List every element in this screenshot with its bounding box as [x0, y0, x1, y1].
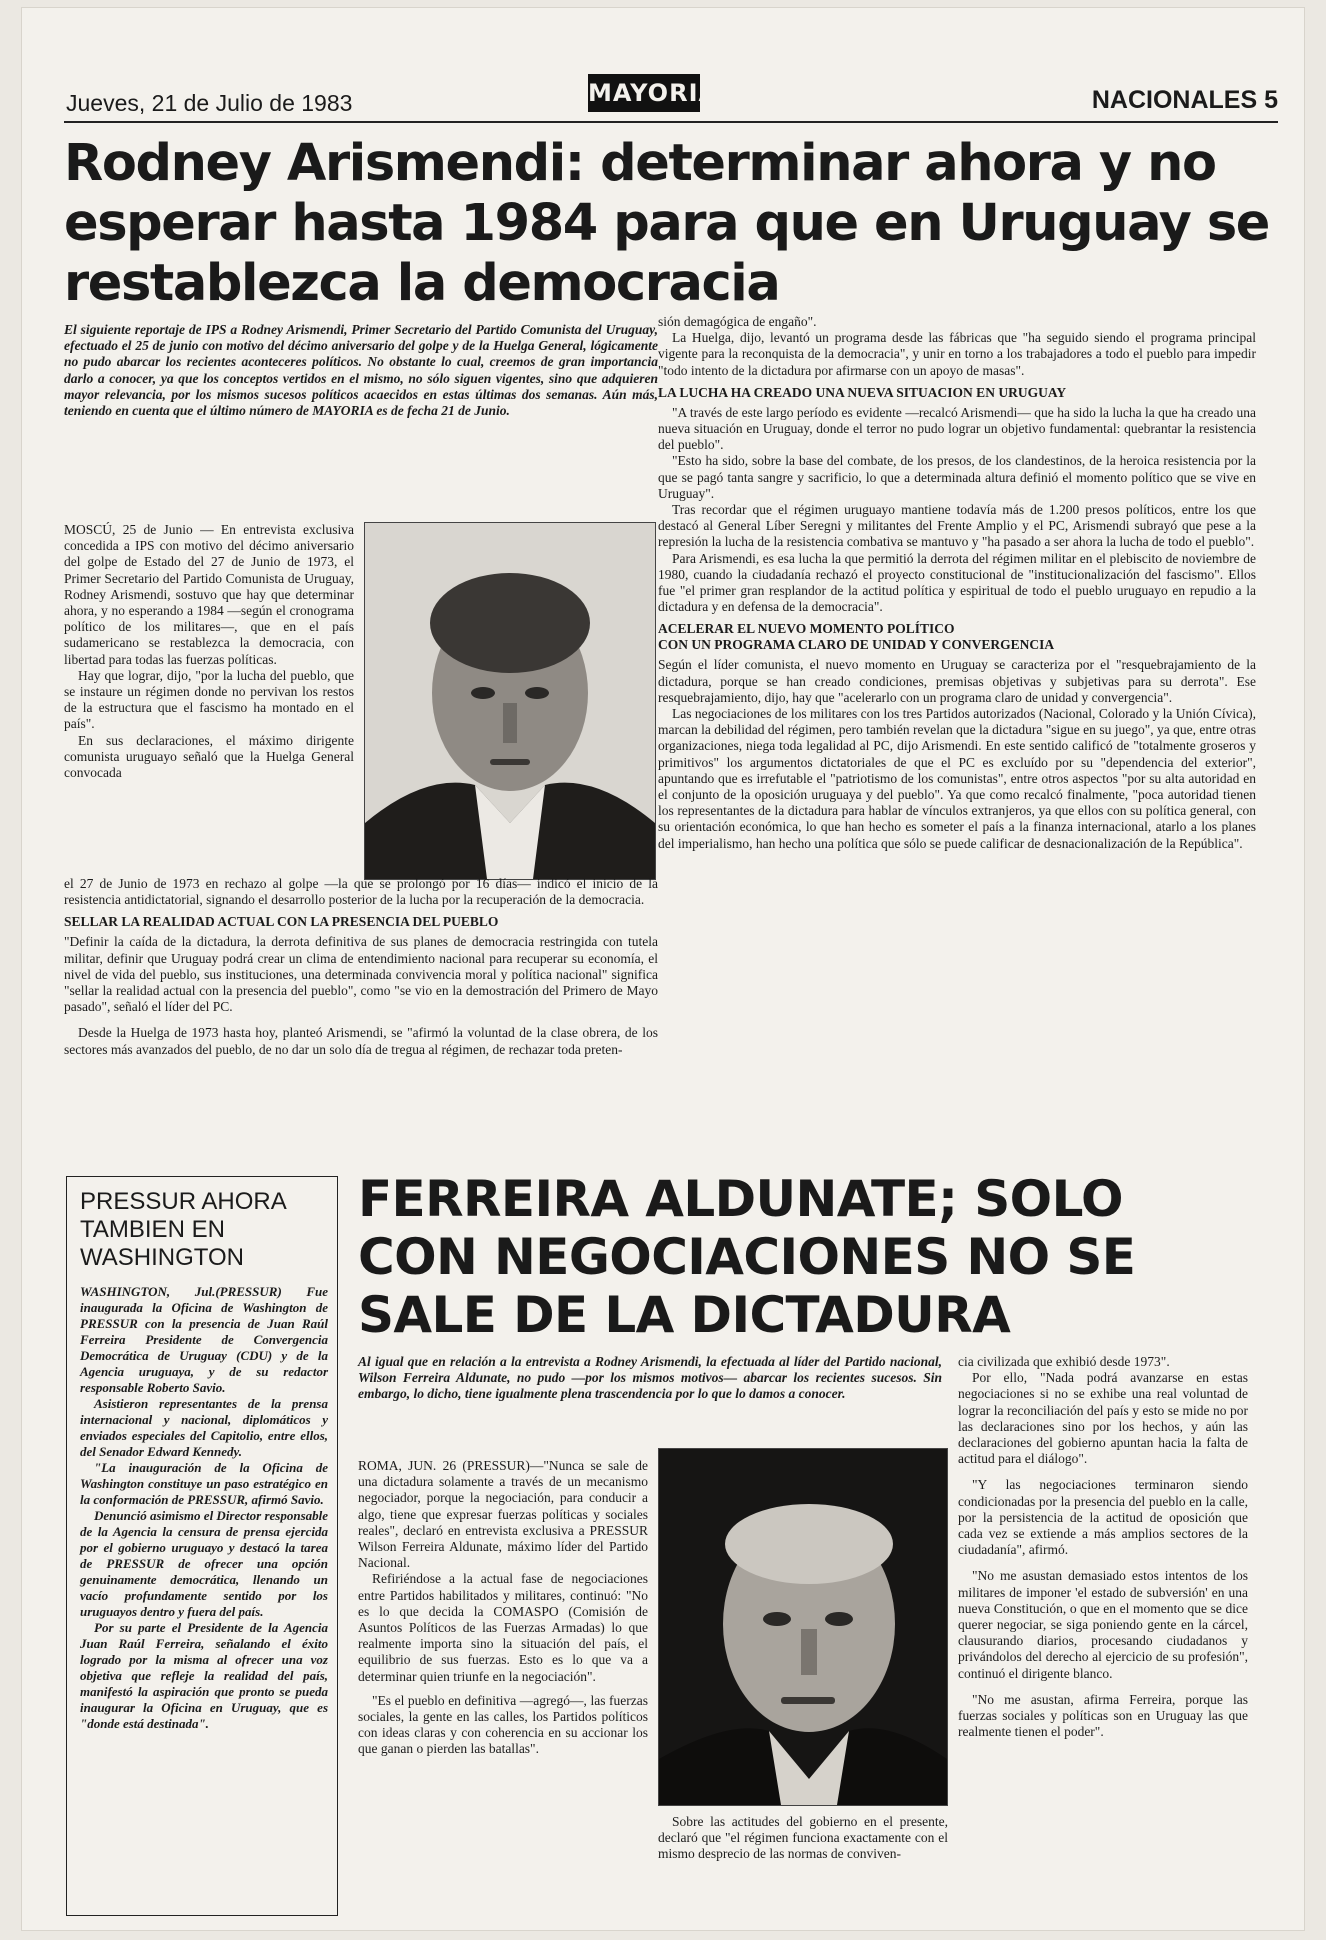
- issue-date: Jueves, 21 de Julio de 1983: [66, 90, 353, 116]
- paragraph: Sobre las actitudes del gobierno en el presente, declaró que "el régimen funciona exactamente con el mismo desprecio de las normas de conviven-: [658, 1814, 948, 1862]
- paragraph: "La inauguración de la Oficina de Washington constituye un paso estratégico en la conformación de PRESSUR, afirmó Savio.: [80, 1460, 328, 1507]
- paragraph: Para Arismendi, es esa lucha la que permitió la derrota del régimen militar en el plebiscito de noviembre de 1980, cuando la ciudadanía rechazó el proyecto constitucional de "institucionalización del fascismo". Ellos fue "el primer gran resplandor de la actitud política y espiritual de todo el pueblo uruguayo en repudio a la dictadura y en defensa de la democracia".: [658, 550, 1256, 615]
- story2-col2: [658, 1814, 948, 1863]
- paragraph: En sus declaraciones, el máximo dirigente comunista uruguayo señaló que la Huelga General convocada: [64, 732, 354, 781]
- story2-col3: [958, 1354, 1248, 1740]
- paragraph: Según el líder comunista, el nuevo momento en Uruguay se caracteriza por el "resquebrajamiento de la dictadura, porque se han creado condiciones, premisas objetivas y subjetivas para su derrota". Ese resquebrajamiento, dijo, hay que "acelerarlo con un programa claro de unidad y convergencia".: [658, 657, 1256, 705]
- paragraph: Denunció asimismo el Director responsable de la Agencia la censura de prensa ejercida por el gobierno uruguayo y destacó la tarea de PRESSUR de ofrecer una opción genuinamente democrática, llenando un vacío profundamente sentido por los uruguayos dentro y fuera del país.: [80, 1508, 329, 1619]
- arismendi-photo: [364, 522, 656, 880]
- paragraph: "Definir la caída de la dictadura, la derrota definitiva de sus planes de democracia restringida con tutela militar, definir que Uruguay podrá crear un clima de entendimiento nacional para recuperar su economía, el nivel de vida del pueblo, sus instituciones, una determinada convivencia moral y política nacional" significa "sellar la realidad actual con la presencia del pueblo", como "se vio en la demostración del Primero de Mayo pasado", señaló el líder del PC.: [64, 934, 658, 1015]
- paragraph: Las negociaciones de los militares con los tres Partidos autorizados (Nacional, Colorado y la Unión Cívica), marcan la debilidad del régimen, pero también revelan que la dictadura "sigue en su juego", ya que, entre otras organizaciones, niega toda legalidad al PC, dijo Arismendi. En este sentido calificó de "totalmente groseros y primitivos" los argumentos dictatoriales de que el PC es excluído por su "dependencia del exterior", apuntando que es irrefutable el "patriotismo de los comunistas", entre otros aspectos "por su alta autoridad en el conjunto de la oposición uruguaya y del pueblo". Ya que como recalcó finalmente, "poca autoridad tienen los representantes de la dictadura para hablar de vínculos extranjeros, ya que ellos con su política general, con su orientación económica, lo que han hecho es someter el país a la finanza internacional, atarlo a los planes del imperialismo, han hecho una política que sólo se puede calificar de desnacionalización de la República".: [658, 706, 1256, 851]
- story1-col2: [658, 314, 1256, 852]
- paragraph: "Y las negociaciones terminaron siendo condicionadas por la presencia del pueblo en la calle, por la persistencia de la actitud de oposición que cada vez se extiende a más amplios sectores de la ciudadanía", afirmó.: [958, 1477, 1248, 1558]
- paragraph: "Esto ha sido, sobre la base del combate, de los presos, de los clandestinos, de la heroica resistencia por la que se pagó tanta sangre y sacrificio, lo que a determinada altura definió el momento político que se vive en Uruguay".: [658, 453, 1256, 501]
- paragraph: Tras recordar que el régimen uruguayo mantiene todavía más de 1.200 presos políticos, entre los que destacó al General Líber Seregni y militantes del Frente Amplio y el PC, Arismendi subrayó que pese a la represión la lucha de la resistencia combativa se mantuvo y "ha pasado a ser ahora la lucha de todo el pueblo".: [658, 502, 1256, 550]
- paragraph: Refiriéndose a la actual fase de negociaciones entre Partidos habilitados y militares, continuó: "No es lo que decida la COMASPO (Comisión de Asuntos Políticos de las Fuerzas Armadas) lo que realmente importa sino la situación del país, el equilibrio de sus fuerzas. Esto es lo que va a determinar quien triunfe en la negociación".: [358, 1571, 648, 1684]
- paragraph: WASHINGTON, Jul.(PRESSUR) Fue inaugurada la Oficina de Washington de PRESSUR con la presencia de Juan Raúl Ferreira Presidente de Convergencia Democrática de Uruguay (CDU) y de la Agencia uruguaya, y de su redactor responsable Roberto Savio.: [80, 1284, 328, 1395]
- subhead-lucha: LA LUCHA HA CREADO UNA NUEVA SITUACION EN URUGUAY: [658, 384, 1067, 400]
- paragraph: ROMA, JUN. 26 (PRESSUR)—"Nunca se sale de una dictadura solamente a través de un mecanismo negociador, porque la negociación, para conducir a algo, tiene que expresar fuerzas políticas y sociales reales", declaró en entrevista exclusiva a PRESSUR Wilson Ferreira Aldunate, máximo líder del Partido Nacional.: [358, 1458, 648, 1571]
- pressur-headline: PRESSUR AHORA TAMBIEN EN WASHINGTON: [80, 1188, 286, 1271]
- section-label: NACIONALES 5: [1091, 86, 1278, 114]
- paragraph: "A través de este largo período es evidente —recalcó Arismendi— que ha sido la lucha la que ha creado una nueva situación en Uruguay, donde el terror no pudo lograr un objetivo fundamental: quebrantar la resistencia del pueblo".: [658, 404, 1256, 453]
- paragraph: "No me asustan demasiado estos intentos de los militares de imponer 'el estado de subversión' en una nueva Constitución, o que en el momento que se dice querer negociar, se siga poniendo gente en la cárcel, clausurando diarios, procesando ciudadanos y privándolos del derecho al ejercicio de su profesión", continuó el dirigente blanco.: [958, 1568, 1248, 1681]
- story1-col1-lower: [64, 876, 658, 1058]
- paragraph: La Huelga, dijo, levantó un programa desde las fábricas que "ha seguido siendo el programa principal vigente para la reconquista de la democracia", y unir en torno a los trabajadores a todo el pueblo para impedir "todo intento de la dictadura por afirmarse con un apoyo de masas".: [658, 330, 1256, 378]
- header-rule: [64, 121, 1278, 123]
- story1-col1-narrow: [64, 522, 354, 781]
- paragraph: Por su parte el Presidente de la Agencia Juan Raúl Ferreira, señalando el éxito logrado por la misma al ofrecer una voz objetiva que refleje la realidad del país, manifestó la aspiración que pronto se pueda inaugurar la Oficina en Uruguay, que es "donde está destinada".: [80, 1620, 328, 1731]
- paragraph: sión demagógica de engaño".: [658, 314, 817, 329]
- story1-intro-block: [64, 322, 658, 419]
- masthead-logo: MAYORIA: [588, 74, 700, 112]
- subhead-acelerar-2: CON UN PROGRAMA CLARO DE UNIDAD Y CONVERGENCIA: [658, 637, 1055, 653]
- story1-headline: Rodney Arismendi: determinar ahora y no esperar hasta 1984 para que en Uruguay se restablezca la democracia: [64, 134, 1269, 313]
- pressur-body: [80, 1284, 328, 1732]
- ferreira-photo: [658, 1448, 948, 1806]
- paragraph: Asistieron representantes de la prensa internacional y nacional, diplomáticos y enviados especiales del Capitolio, entre ellos, del Senador Edward Kennedy.: [80, 1396, 328, 1459]
- paragraph: "Es el pueblo en definitiva —agregó—, las fuerzas sociales, la gente en las calles, los Partidos políticos con ideas claras y con coherencia en su accionar los que ganan o pierden las batallas".: [358, 1692, 648, 1757]
- story2-headline: FERREIRA ALDUNATE; SOLO CON NEGOCIACIONES NO SE SALE DE LA DICTADURA: [358, 1170, 1136, 1344]
- paragraph: "No me asustan, afirma Ferreira, porque las fuerzas sociales y políticas son en Uruguay las que realmente tienen el poder".: [958, 1691, 1248, 1740]
- paragraph: MOSCÚ, 25 de Junio — En entrevista exclusiva concedida a IPS con motivo del décimo aniversario del golpe de Estado del 27 de Junio de 1973, el Primer Secretario del Partido Comunista de Uruguay, Rodney Arismendi, sostuvo que hay que determinar ahora, y no esperando a 1984 —según el cronograma político de los militares—, que en el país sudamericano se restablezca la democracia, con libertad para todas las fuerzas políticas.: [64, 522, 354, 667]
- paragraph: cia civilizada que exhibió desde 1973".: [958, 1354, 1170, 1369]
- story1-intro: El siguiente reportaje de IPS a Rodney Arismendi, Primer Secretario del Partido Comunista del Uruguay, efectuado el 25 de junio con motivo del décimo aniversario del golpe y de la Huelga General, lógicamente no pudo abarcar los recientes aconteceres políticos. No obstante lo cual, creemos de gran importancia darlo a conocer, ya que los conceptos vertidos en el mismo, no sólo siguen vigentes, sino que adquieren mayor relevancia, por los mismos sucesos políticos acaecidos en estas últimas dos semanas. Aún más, teniendo en cuenta que el último número de MAYORIA es de fecha 21 de Junio.: [64, 322, 658, 419]
- subhead-sellar: SELLAR LA REALIDAD ACTUAL CON LA PRESENCIA DEL PUEBLO: [64, 914, 499, 930]
- paragraph: Hay que lograr, dijo, "por la lucha del pueblo, que se instaure un régimen donde no pervivan los restos de la estructura que el fascismo ha montado en el país".: [64, 667, 354, 732]
- paragraph: Por ello, "Nada podrá avanzarse en estas negociaciones si no se exhibe una real voluntad de lograr la reconciliación del país y esto se mide no por las declaraciones sino por los hechos, y aún las declaraciones del gobierno apuntan hacia la falta de actitud para el diálogo".: [958, 1370, 1248, 1467]
- paragraph: Desde la Huelga de 1973 hasta hoy, planteó Arismendi, se "afirmó la voluntad de la clase obrera, de los sectores más avanzados del pueblo, de no dar un solo día de tregua al régimen, de rechazar toda preten-: [64, 1025, 658, 1057]
- subhead-acelerar-1: ACELERAR EL NUEVO MOMENTO POLÍTICO: [658, 621, 955, 637]
- story2-col1: [358, 1458, 648, 1758]
- story2-intro: Al igual que en relación a la entrevista a Rodney Arismendi, la efectuada al líder del Partido nacional, Wilson Ferreira Aldunate, no pudo —por los mismos motivos— abarcar los recientes sucesos. Sin embargo, lo dicho, tiene igualmente plena trascendencia por lo que lo damos a conocer.: [358, 1354, 942, 1402]
- paragraph: el 27 de Junio de 1973 en rechazo al golpe —la que se prolongó por 16 días— indicó el inicio de la resistencia antidictatorial, signando el desarrollo posterior de la lucha por la recuperación de la democracia.: [64, 876, 658, 908]
- newspaper-page: [22, 8, 1304, 1930]
